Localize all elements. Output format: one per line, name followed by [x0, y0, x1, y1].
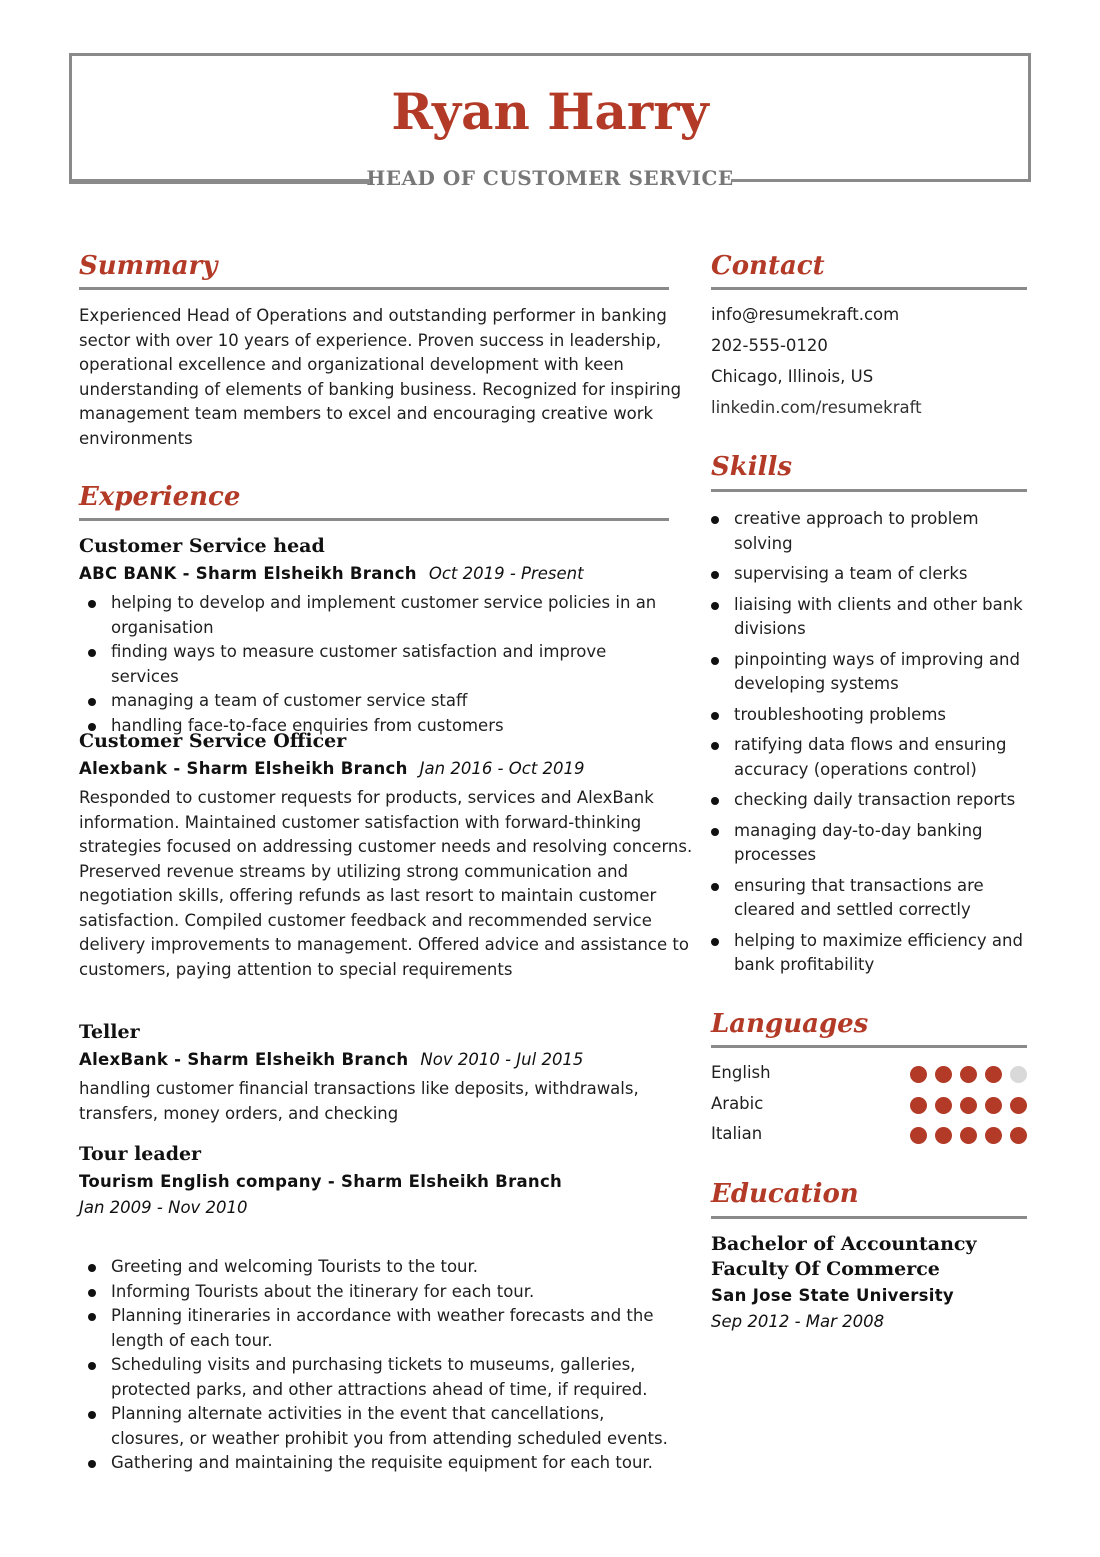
rating-dot-filled [1010, 1127, 1027, 1144]
languages-heading: Languages [711, 1009, 869, 1039]
job-title: HEAD OF CUSTOMER SERVICE [366, 166, 734, 190]
language-rating [910, 1097, 1027, 1114]
contact-location: Chicago, Illinois, US [711, 367, 874, 386]
rating-dot-empty [1010, 1066, 1027, 1083]
list-item: Gathering and maintaining the requisite equipment for each tour. [79, 1451, 669, 1476]
skills-heading: Skills [711, 452, 793, 482]
skill-item: helping to maximize efficiency and bank profitability [711, 929, 1027, 978]
language-rating [910, 1066, 1027, 1083]
list-item: Scheduling visits and purchasing tickets to museums, galleries, protected parks, and other attractions ahead of time, if required. [79, 1353, 669, 1402]
rating-dot-filled [910, 1127, 927, 1144]
list-item: Planning alternate activities in the event that cancellations, closures, or weather prohibit you from attending scheduled events. [79, 1402, 669, 1451]
rating-dot-filled [960, 1066, 977, 1083]
education-rule [711, 1216, 1027, 1219]
skill-item: troubleshooting problems [711, 703, 1027, 728]
summary-heading: Summary [79, 251, 218, 281]
language-name: English [711, 1063, 771, 1082]
rating-dot-filled [985, 1127, 1002, 1144]
skill-item: supervising a team of clerks [711, 562, 1027, 587]
contact-heading: Contact [711, 251, 825, 281]
job-2-title: Customer Service Officer [79, 730, 347, 752]
skill-item: managing day-to-day banking processes [711, 819, 1027, 868]
rating-dot-filled [985, 1097, 1002, 1114]
list-item: Greeting and welcoming Tourists to the tour. [79, 1255, 669, 1280]
job-4-title: Tour leader [79, 1143, 202, 1165]
rating-dot-filled [985, 1066, 1002, 1083]
job-1-title: Customer Service head [79, 535, 325, 557]
job-1-dates: Oct 2019 - Present [428, 564, 584, 583]
summary-text: Experienced Head of Operations and outstanding performer in banking sector with over 10 years of experience. Proven success in leadership, operational excellence and organizational development with keen understanding of elements of banking business. Recognized for inspiring management team members to excel and encouraging creative work environments [79, 306, 682, 448]
job-2-company-name: Alexbank - Sharm Elsheikh Branch [79, 759, 408, 778]
rating-dot-filled [935, 1097, 952, 1114]
skills-rule [711, 489, 1027, 492]
language-rating [910, 1127, 1027, 1144]
rating-dot-filled [1010, 1097, 1027, 1114]
rating-dot-filled [960, 1127, 977, 1144]
skills-list [711, 507, 1027, 984]
job-2-description: Responded to customer requests for products, services and AlexBank information. Maintained customer satisfaction with forward-thinking strategies focused on addressing customer needs and resolving concerns. Preserved revenue streams by utilizing strong communication and negotiation skills, offering refunds as last resort to maintain customer satisfaction. Compiled customer feedback and recommended service delivery improvements to management. Offered advice and assistance to customers, paying attention to special requirements [79, 788, 693, 979]
education-degree: Bachelor of Accountancy Faculty Of Commerce [711, 1233, 977, 1280]
skill-item: ratifying data flows and ensuring accuracy (operations control) [711, 733, 1027, 782]
job-2-company [79, 759, 585, 778]
language-row-arabic [711, 1094, 1027, 1118]
job-2-dates: Jan 2016 - Oct 2019 [419, 759, 585, 778]
education-dates: Sep 2012 - Mar 2008 [711, 1312, 885, 1331]
job-3-company [79, 1050, 583, 1069]
contact-email[interactable]: info@resumekraft.com [711, 305, 900, 324]
job-3-title: Teller [79, 1021, 140, 1043]
skill-item: creative approach to problem solving [711, 507, 1027, 556]
list-item: finding ways to measure customer satisfaction and improve services [79, 640, 679, 689]
list-item: Informing Tourists about the itinerary for each tour. [79, 1280, 669, 1305]
job-1-company-name: ABC BANK - Sharm Elsheikh Branch [79, 564, 417, 583]
languages-rule [711, 1045, 1027, 1048]
rating-dot-filled [935, 1066, 952, 1083]
rating-dot-filled [935, 1127, 952, 1144]
job-3-dates: Nov 2010 - Jul 2015 [420, 1050, 584, 1069]
language-row-english [711, 1063, 1027, 1087]
contact-rule [711, 287, 1027, 290]
language-name: Italian [711, 1124, 763, 1143]
job-4-bullets [79, 1255, 669, 1476]
rating-dot-filled [910, 1097, 927, 1114]
skill-item: checking daily transaction reports [711, 788, 1027, 813]
skill-item: pinpointing ways of improving and developing systems [711, 648, 1027, 697]
job-1-bullets [79, 591, 679, 738]
job-1-company [79, 564, 584, 583]
list-item: managing a team of customer service staff [79, 689, 679, 714]
candidate-name: Ryan Harry [391, 82, 709, 141]
experience-heading: Experience [79, 482, 241, 512]
language-name: Arabic [711, 1094, 764, 1113]
contact-phone: 202-555-0120 [711, 336, 828, 355]
experience-rule [79, 518, 669, 521]
contact-linkedin[interactable]: linkedin.com/resumekraft [711, 398, 922, 417]
rating-dot-filled [960, 1097, 977, 1114]
education-heading: Education [711, 1179, 859, 1209]
job-3-description: handling customer financial transactions like deposits, withdrawals, transfers, money orders, and checking [79, 1079, 639, 1123]
skill-item: liaising with clients and other bank divisions [711, 593, 1027, 642]
education-school: San Jose State University [711, 1286, 954, 1305]
list-item: handling face-to-face enquiries from customers [79, 714, 679, 739]
summary-rule [79, 287, 669, 290]
job-4-dates: Jan 2009 - Nov 2010 [79, 1198, 248, 1217]
list-item: Planning itineraries in accordance with weather forecasts and the length of each tour. [79, 1304, 669, 1353]
job-3-company-name: AlexBank - Sharm Elsheikh Branch [79, 1050, 409, 1069]
job-4-company: Tourism English company - Sharm Elsheikh Branch [79, 1172, 563, 1191]
list-item: helping to develop and implement customer service policies in an organisation [79, 591, 679, 640]
language-row-italian [711, 1124, 1027, 1148]
skill-item: ensuring that transactions are cleared and settled correctly [711, 874, 1027, 923]
rating-dot-filled [910, 1066, 927, 1083]
